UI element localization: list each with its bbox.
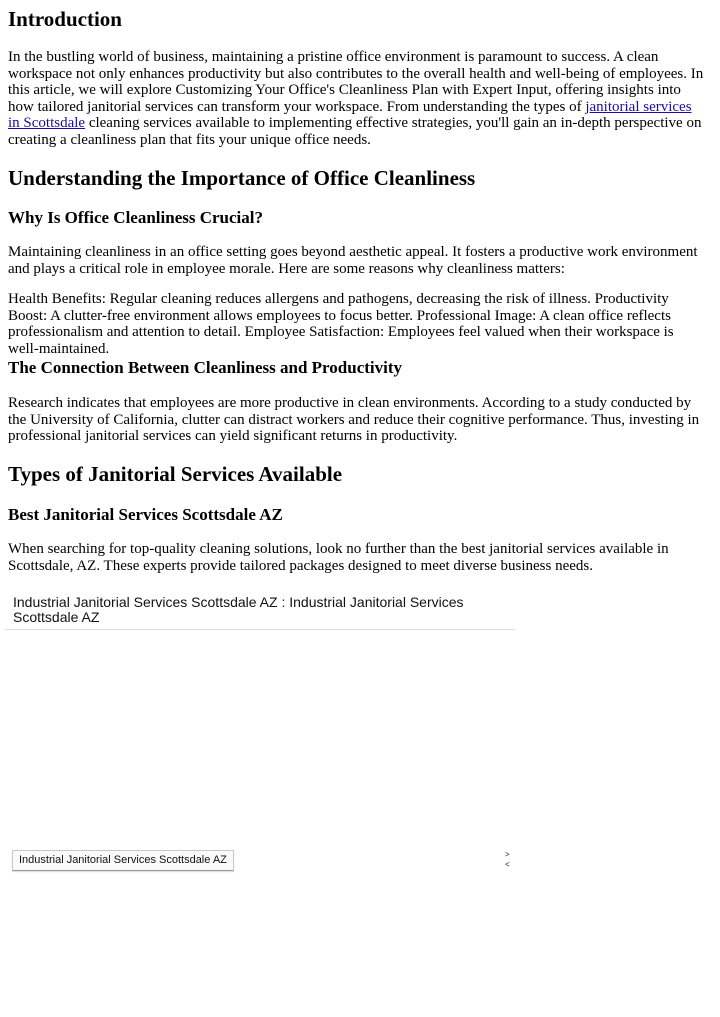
next-arrow-icon[interactable]: >	[505, 850, 510, 859]
intro-text-before: In the bustling world of business, maintaining a pristine office environment is paramount to success. A clean workspace not only enhances productivity but also contributes to the overall health and well-being of employees. In this article, we will explore Customizing Your Office's Cleanliness Plan with Expert Input, offering insights into how tailored janitorial services can transform your workspace. From understanding the types of	[8, 49, 704, 115]
janitorial-services-link[interactable]: janitorial services in Scottsdale	[8, 98, 692, 131]
heading-importance: Understanding the Importance of Office Cleanliness	[8, 166, 476, 190]
embed-title[interactable]: Industrial Janitorial Services Scottsdale AZ : Industrial Janitorial Services Scottsdale AZ	[13, 594, 464, 625]
best-paragraph: When searching for top-quality cleaning solutions, look no further than the best janitorial services available in Scottsdale, AZ. These experts provide tailored packages designed to meet diverse business needs.	[8, 541, 669, 574]
heading-why-cleanliness: Why Is Office Cleanliness Crucial?	[8, 208, 263, 227]
heading-best-services: Best Janitorial Services Scottsdale AZ	[8, 505, 283, 524]
embed-nav	[505, 850, 515, 870]
heading-introduction: Introduction	[8, 7, 122, 31]
embed-slide-tab[interactable]: Industrial Janitorial Services Scottsdale AZ	[12, 850, 234, 871]
heading-types: Types of Janitorial Services Available	[8, 462, 343, 486]
embedded-presentation[interactable]	[5, 588, 515, 870]
heading-connection: The Connection Between Cleanliness and Productivity	[8, 358, 403, 377]
why-paragraph: Maintaining cleanliness in an office setting goes beyond aesthetic appeal. It fosters a productive work environment and plays a critical role in employee morale. Here are some reasons why cleanliness matters:	[8, 244, 698, 277]
intro-text-after: cleaning services available to implementing effective strategies, you'll gain an in-depth perspective on creating a cleanliness plan that fits your unique office needs.	[8, 115, 702, 148]
prev-arrow-icon[interactable]: <	[505, 860, 510, 869]
intro-paragraph	[8, 49, 705, 148]
benefits-paragraph: Health Benefits: Regular cleaning reduces allergens and pathogens, decreasing the risk of illness. Productivity Boost: A clutter-free environment allows employees to focus better. Professional Image: A clean office reflects professionalism and attention to detail. Employee Satisfaction: Employees feel valued when their workspace is well-maintained.	[8, 291, 674, 357]
embed-divider	[5, 629, 515, 630]
connection-paragraph: Research indicates that employees are more productive in clean environments. According to a study conducted by the University of California, clutter can distract workers and reduce their cognitive performance. Thus, investing in professional janitorial services can yield significant returns in productivity.	[8, 395, 700, 444]
